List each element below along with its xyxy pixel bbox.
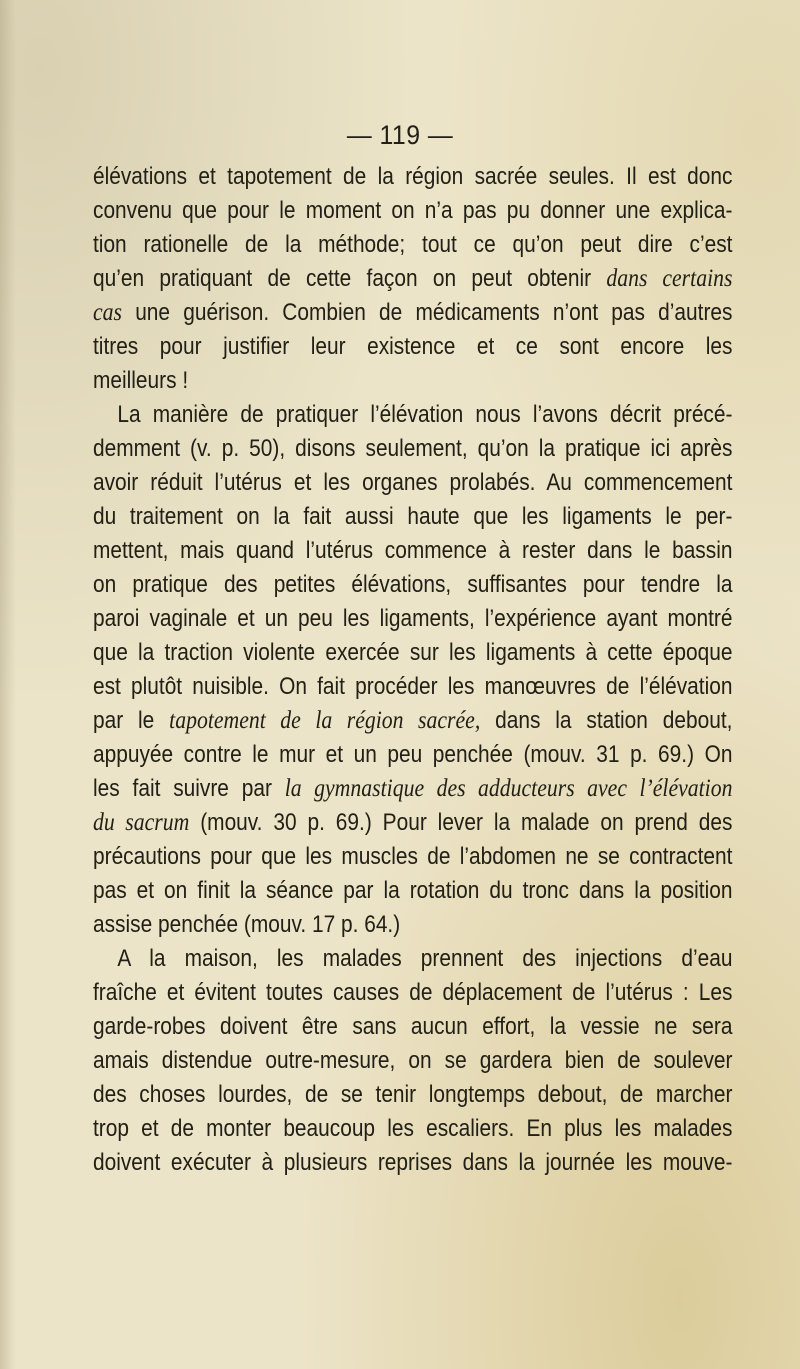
line-text: trop et de monter beaucoup les escaliers. En plus les malades	[93, 1115, 733, 1142]
text-line	[93, 296, 732, 330]
text-line	[93, 364, 732, 398]
italic-phrase: dans certains	[606, 265, 733, 292]
page-number-header: — 119 —	[346, 120, 454, 150]
text-line	[93, 874, 732, 908]
text-line	[93, 1078, 732, 1112]
text-line	[93, 738, 732, 772]
line-text: précautions pour que les muscles de l’abdomen ne se contractent	[93, 843, 733, 870]
line-text: fraîche et évitent toutes causes de déplacement de l’utérus : Les	[93, 979, 733, 1006]
text-line	[93, 908, 732, 942]
text-line	[93, 228, 732, 262]
line-text: les fait suivre par	[93, 775, 285, 802]
italic-phrase: cas	[93, 299, 122, 326]
text-line	[93, 942, 732, 976]
line-text: meilleurs !	[93, 367, 189, 394]
text-line	[93, 432, 732, 466]
text-line	[93, 1010, 732, 1044]
line-text: demment (v. p. 50), disons seulement, qu’on la pratique ici après	[93, 435, 733, 462]
line-text: avoir réduit l’utérus et les organes prolabés. Au commencement	[93, 469, 733, 496]
text-line	[93, 602, 732, 636]
line-text: doivent exécuter à plusieurs reprises dans la journée les mouve-	[93, 1149, 733, 1176]
line-text: on pratique des petites élévations, suffisantes pour tendre la	[93, 571, 733, 598]
line-text: titres pour justifier leur existence et ce sont encore les	[93, 333, 733, 360]
line-text: élévations et tapotement de la région sacrée seules. Il est donc	[93, 163, 733, 190]
italic-phrase: la gymnastique des adducteurs avec l’élévation	[284, 775, 733, 802]
line-text: paroi vaginale et un peu les ligaments, l’expérience ayant montré	[93, 605, 733, 632]
text-line	[93, 194, 732, 228]
text-line	[93, 568, 732, 602]
italic-phrase: du sacrum	[93, 809, 190, 836]
line-text: dans la station debout,	[480, 707, 733, 734]
body-text	[93, 160, 733, 1180]
text-line	[93, 1112, 732, 1146]
text-line	[93, 466, 732, 500]
line-text: appuyée contre le mur et un peu penchée (mouv. 31 p. 69.) On	[93, 741, 733, 768]
line-text: assise penchée (mouv. 17 p. 64.)	[93, 911, 401, 938]
text-line	[93, 500, 732, 534]
line-text: tion rationelle de la méthode; tout ce qu’on peut dire c’est	[93, 231, 733, 258]
line-text: qu’en pratiquant de cette façon on peut obtenir	[93, 265, 607, 292]
text-line	[93, 636, 732, 670]
line-text: des choses lourdes, de se tenir longtemps debout, de marcher	[93, 1081, 733, 1108]
line-text: est plutôt nuisible. On fait procéder les manœuvres de l’élévation	[93, 673, 733, 700]
line-text: A la maison, les malades prennent des injections d’eau	[117, 945, 733, 972]
line-text: garde-robes doivent être sans aucun effort, la vessie ne sera	[93, 1013, 733, 1040]
text-line	[93, 160, 732, 194]
text-line	[93, 330, 732, 364]
text-line	[93, 262, 732, 296]
text-line	[93, 534, 732, 568]
italic-phrase: tapotement de la région sacrée,	[169, 707, 481, 734]
text-line	[93, 670, 732, 704]
text-line	[93, 1146, 732, 1180]
line-text: amais distendue outre-mesure, on se gardera bien de soulever	[93, 1047, 733, 1074]
line-text: une guérison. Combien de médicaments n’ont pas d’autres	[121, 299, 733, 326]
line-text: La manière de pratiquer l’élévation nous l’avons décrit précé-	[117, 401, 733, 428]
text-line	[93, 840, 732, 874]
line-text: mettent, mais quand l’utérus commence à rester dans le bassin	[93, 537, 733, 564]
text-line	[93, 704, 732, 738]
line-text: que la traction violente exercée sur les ligaments à cette époque	[93, 639, 733, 666]
text-line	[93, 772, 732, 806]
line-text: par le	[93, 707, 170, 734]
line-text: du traitement on la fait aussi haute que les ligaments le per-	[93, 503, 733, 530]
text-line	[93, 398, 732, 432]
text-line	[93, 976, 732, 1010]
line-text: pas et on finit la séance par la rotation du tronc dans la position	[93, 877, 733, 904]
line-text: (mouv. 30 p. 69.) Pour lever la malade on prend des	[189, 809, 733, 836]
line-text: convenu que pour le moment on n’a pas pu donner une explica-	[93, 197, 733, 224]
text-line	[93, 806, 732, 840]
text-line	[93, 1044, 732, 1078]
